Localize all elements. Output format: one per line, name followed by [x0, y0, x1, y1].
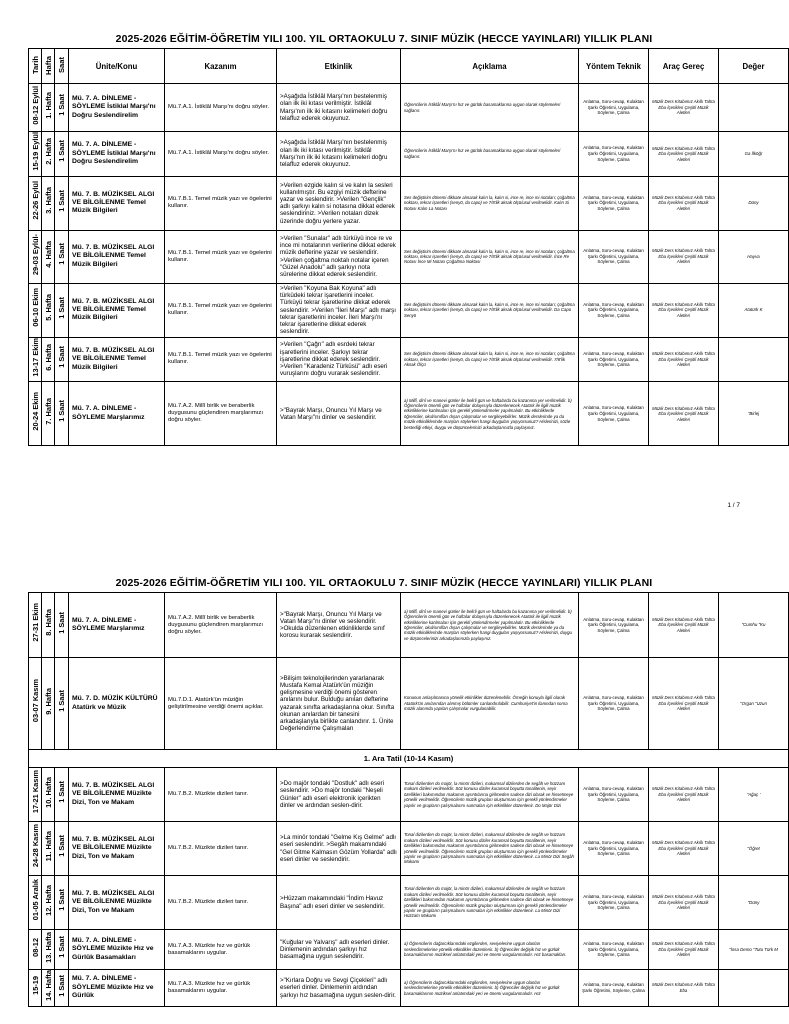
cell-saat-text: 1 Saat — [57, 781, 66, 803]
cell-kazanim: Mü.7.A.3. Müzikte hız ve gürlük basamaklarını uygular. — [165, 970, 277, 1007]
cell-yontem: Anlatma, Soru-cevap, Kulaktan Şarkı Öğretimi, Uygulama, Söyleme, Çalma — [579, 84, 649, 132]
cell-yontem: Anlatma, Soru-cevap, Kulaktan Şarkı Öğretimi, Uygulama, Söyleme, Çalma — [579, 230, 649, 283]
cell-arac: Müzik Ders Kitabımız Akıllı Tahta Eba İçerikleri Çeşitli Müzik Aletleri — [649, 337, 719, 382]
cell-yontem: Anlatma, Soru-cevap, Kulaktan Şarkı Öğretimi, Uygulama, Söyleme, Çalma — [579, 382, 649, 446]
cell-hafta — [42, 132, 55, 177]
cell-deger: "Düny — [719, 876, 789, 930]
cell-tarih — [29, 822, 42, 876]
cell-saat — [55, 876, 69, 930]
cell-hafta-text: 12. Hafta — [43, 884, 53, 916]
cell-hafta-text: 2. Hafta — [43, 137, 53, 165]
cell-yontem: Anlatma, Soru-cevap, Kulaktan Şarkı Öğretimi, Uygulama, Söyleme, Çalma — [579, 593, 649, 658]
cell-saat — [55, 132, 69, 177]
page-number: 1 / 7 — [727, 502, 740, 509]
cell-deger: Ga İlköğr — [719, 132, 789, 177]
header-yontem: Yöntem Teknik — [579, 49, 649, 84]
cell-yontem: Anlatma, Soru-cevap, Kulaktan Şarkı Öğretimi, Uygulama, Söyleme, Çalma — [579, 930, 649, 970]
cell-hafta-text: 8. Hafta — [43, 609, 53, 636]
cell-deger: "Ağaç ' — [719, 768, 789, 822]
cell-tarih-text: 17-21 Kasım — [30, 770, 40, 814]
cell-etkinlik: >Verilen ezgide kalın si ve kalın la sesleri kullanılmıştır. Bu ezgiyi müzik defterine yazar ve seslendirir. >Verilen "Gençlik" adlı şarkıyı kalın si notasına dikkat ederek seslendiriniz. >Verilen notaları dizek üzerinde doğru yerlere yazar. — [277, 176, 401, 230]
cell-etkinlik: >"Kırlara Doğru ve Sevgi Çiçekleri" adlı eserleri dinler. Dinlemenin ardından şarkıyı hız basamağına uygun seslen-dirir. — [277, 970, 401, 1007]
cell-saat-text: 1 Saat — [57, 611, 66, 634]
cell-etkinlik: >Aşağıda İstiklâl Marşı'nın bestelenmiş olan ilk iki kıtası verilmiştir. İstiklâl Marşı'nın ilk iki kıtasını kelimeleri doğru telaffuz ederek okuyunuz. — [277, 132, 401, 177]
cell-unite: Mü. 7. A. DİNLEME - SÖYLEME Müzikte Hız ve Gürlük Basamakları — [69, 930, 165, 970]
cell-arac: Müzik Ders Kitabımız Akıllı Tahta Eba İçerikleri Çeşitli Müzik Aletleri — [649, 658, 719, 750]
cell-hafta — [42, 283, 55, 337]
cell-unite: Mü. 7. D. MÜZİK KÜLTÜRÜ Atatürk ve Müzik — [69, 658, 165, 750]
cell-aciklama: Öğrencilerin İstiklâl Marşı'nı hız ve gürlük basamaklarına uygun olarak söylemeleri sağlanır. — [401, 132, 579, 177]
plan-table-2 — [28, 592, 789, 1007]
cell-tarih — [29, 382, 42, 446]
cell-saat — [55, 970, 69, 1007]
cell-unite: Mü. 7. B. MÜZİKSEL ALGI VE BİLGİLENME Temel Müzik Bilgileri — [69, 283, 165, 337]
cell-aciklama: Öğrencilerin İstiklâl Marşı'nı hız ve gürlük basamaklarına uygun olarak söylemeleri sağlanır. — [401, 84, 579, 132]
cell-kazanim: Mü.7.A.2. Millî birlik ve beraberlik duygusunu güçlendiren marşlarımızı doğru söyler. — [165, 593, 277, 658]
table-row — [29, 822, 789, 876]
cell-aciklama: Ses değiştirim dönemi dikkate alınarak kalın la, kalın si, ince re, ince mi notaları; çoğaltma noktası, tekrar işaretleri (senyö, da capo) ve 7/8'lik aksak ölçü/usul verilmelidir. 7/8'lik Aksak Ölçü — [401, 337, 579, 382]
cell-unite: Mü. 7. A. DİNLEME - SÖYLEME İstiklal Marşı'nı Doğru Seslendirelim — [69, 84, 165, 132]
cell-hafta — [42, 230, 55, 283]
cell-hafta-text: 9. Hafta — [43, 687, 53, 715]
cell-deger: "Cumhu "Ku — [719, 593, 789, 658]
cell-etkinlik: >Aşağıda İstiklâl Marşı'nın bestelenmiş olan ilk iki kıtası verilmiştir. İstiklâl Marşı'nın ilk iki kıtasını kelimeleri doğru telaffuz ederek okuyunuz. — [277, 84, 401, 132]
cell-kazanim: Mü.7.B.1. Temel müzik yazı ve ögelerini kullanır. — [165, 337, 277, 382]
cell-etkinlik: >Verilen "Koyuna Bak Koyuna" adlı türküdeki tekrar işaretlerini inceler. Türküyü tekrar işaretlerine dikkat ederek seslendirir. >Verilen "İleri Marşı" adlı marşı tekrar işaretlerini inceler. İleri Marşı'nı tekrar işaretlerine dikkat ederek seslendirir. — [277, 283, 401, 337]
cell-yontem: Anlatma, Soru-cevap, Kulaktan Şarkı Öğretimi, Uygulama, Söyleme, Çalma — [579, 132, 649, 177]
cell-arac: Müzik Ders Kitabımız Akıllı Tahta Eba İçerikleri Çeşitli Müzik Aletleri — [649, 768, 719, 822]
break-label: 1. Ara Tatil (10-14 Kasım) — [29, 750, 789, 768]
cell-unite: Mü. 7. A. DİNLEME - SÖYLEME Marşlarımız — [69, 593, 165, 658]
cell-unite: Mü. 7. A. DİNLEME - SÖYLEME Müzikte Hız ve Gürlük — [69, 970, 165, 1007]
cell-aciklama: Konunun anlaşılmasına yönelik etkinlikler düzenlenebilir. Örneğin konuyla ilgili olarak Atatürk'ün anılarından alınmış bölümler canlandırılabilir. Cumhuriyet'in ilanından sonra müzik alanında yapılan çalışmalar vurgulanabilir. — [401, 658, 579, 750]
cell-yontem: Anlatma, Soru-cevap, Kulaktan Şarkı Öğretimi, Uygulama, Söyleme, Çalma — [579, 176, 649, 230]
cell-arac: Müzik Ders Kitabımız Akıllı Tahta Eba İçerikleri Çeşitli Müzik Aletleri — [649, 930, 719, 970]
table-row — [29, 382, 789, 446]
cell-saat — [55, 337, 69, 382]
cell-tarih-text: 08-12 Eylül — [30, 85, 40, 125]
cell-etkinlik: >Do majör tondaki "Dostluk" adlı eseri seslendirir. >Do majör tondaki "Neşeli Günler" adlı eseri elektronik içerikten dinler ve ardından seslen-dirir. — [277, 768, 401, 822]
cell-hafta — [42, 84, 55, 132]
cell-tarih — [29, 593, 42, 658]
cell-hafta — [42, 876, 55, 930]
cell-tarih — [29, 876, 42, 930]
cell-tarih-text: 27-31 Ekim — [30, 603, 40, 642]
cell-hafta-text: 1. Hafta — [43, 91, 53, 119]
cell-aciklama: a) Millî, dinî ve manevi günler ile belirli gün ve haftalarda bu kazanıma yer verilmelidir. b) Öğrencilerin önemli gün ve haftalar dolayısıyla düzenlenecek Atatürk ile ilgili müzik etkinliklerine katılmaları için gerekli yönlendirmeler yapılmalıdır. Bu etkinliklerde öğrenciler, okul/sınıfları dışarı çalışmalar ve sergileyebilirler. Müzik derslerinde ya da müzik etkinliklerinde marşları söylerken hangi duyguları yaşıyorsunuz? Hislerinizi, duygu ve düşüncelerinizi arkadaşlarınızla paylaşınız. — [401, 593, 579, 658]
cell-kazanim: Mü.7.B.2. Müzikte dizileri tanır. — [165, 768, 277, 822]
cell-saat-text: 1 Saat — [57, 140, 66, 163]
cell-aciklama: Tonal dizilerden do majör, la minör dizileri, makamsal dizilerden de segâh ve hüzzam makam dizileri verilmelidir. Söz konusu diziler kuramsal boyutta tonalitenin, seyir özellikleri bakımından makamın ayrıntılarına girilmeden sadece dizi olarak ve hissetmeye yönelik verilmelidir. Öğrencilerin müzik grupları oluşturması için gerekli yönlendirmeler yapılır ve grupların çalışmalarını sunmaları için etkinlikler düzenlenir. Do Majör Dizi — [401, 768, 579, 822]
cell-saat — [55, 176, 69, 230]
cell-etkinlik: >"Bayrak Marşı, Onuncu Yıl Marşı ve Vatan Marşı"nı dinler ve seslendirir. >Okulda düzenlenen etkinliklerde sınıf korosu kurarak seslendirir. — [277, 593, 401, 658]
table-header-row — [29, 49, 789, 84]
cell-unite: Mü. 7. B. MÜZİKSEL ALGI VE BİLGİLENME Müzikte Dizi, Ton ve Makam — [69, 876, 165, 930]
cell-kazanim: Mü.7.A.1. İstiklâl Marşı'nı doğru söyler. — [165, 132, 277, 177]
cell-saat-text: 1 Saat — [57, 690, 66, 712]
table-row — [29, 176, 789, 230]
cell-unite: Mü. 7. B. MÜZİKSEL ALGI VE BİLGİLENME Temel Müzik Bilgileri — [69, 230, 165, 283]
cell-kazanim: Mü.7.A.1. İstiklâl Marşı'nı doğru söyler. — [165, 84, 277, 132]
cell-saat-text: 1 Saat — [57, 974, 66, 997]
cell-etkinlik: "Kuğular ve Yalvarış" adlı eserleri dinler. Dinlemenin ardından şarkıyı hız basamağına uygun seslendirir. — [277, 930, 401, 970]
cell-unite: Mü. 7. A. DİNLEME - SÖYLEME İstiklal Marşı'nı Doğru Seslendirelim — [69, 132, 165, 177]
header-tarih: Tarih — [29, 49, 42, 84]
cell-tarih-text: 15-19 — [30, 975, 40, 995]
cell-hafta-text: 11. Hafta — [43, 830, 53, 862]
cell-tarih — [29, 230, 42, 283]
cell-aciklama: Ses değiştirim dönemi dikkate alınarak kalın la, kalın si, ince re, ince mi notaları; çoğaltma noktası, tekrar işaretleri (senyö, da capo) ve 7/8'lik aksak ölçü/usul verilmelidir. İnce Re Notası İnce Mi Notası Çoğaltma Noktası — [401, 230, 579, 283]
cell-kazanim: Mü.7.A.2. Millî birlik ve beraberlik duygusunu güçlendiren marşlarımızı doğru söyler. — [165, 382, 277, 446]
cell-tarih — [29, 132, 42, 177]
cell-yontem: Anlatma, Soru-cevap, Kulaktan Şarkı Öğretimi, Uygulama, Söyleme, Çalma — [579, 876, 649, 930]
cell-tarih-text: 03-07 Kasım — [30, 679, 40, 723]
table-row — [29, 930, 789, 970]
cell-tarih-text: 29-03 Eylül- — [30, 233, 40, 275]
cell-aciklama: a) Öğrencilerin dağarcıklarındaki ezgilerden, seviyelerine uygun olanları seslendirmelerine yönelik etkinlikler düzenlenir. b) Öğrenciler değişik hız ve gürlük basamaklarının müziksel anlatımdaki yeri ve önemi vurgulanmalıdır. Hız — [401, 970, 579, 1007]
cell-hafta — [42, 593, 55, 658]
cell-hafta-text: 6. Hafta — [43, 343, 53, 371]
cell-tarih-text: 13-17 Ekim — [30, 337, 40, 377]
cell-yontem: Anlatma, Soru-cevap, Kulaktan Şarkı Öğretimi, Uygulama, Söyleme, Çalma — [579, 283, 649, 337]
header-unite: Ünite/Konu — [69, 49, 165, 84]
cell-arac: Müzik Ders Kitabımız Akıllı Tahta Eba İçerikleri Çeşitli Müzik Aletleri — [649, 876, 719, 930]
table-row — [29, 876, 789, 930]
header-aciklama: Açıklama — [401, 49, 579, 84]
cell-yontem: Anlatma, Soru-cevap, Kulaktan Şarkı Öğretimi, Uygulama, Söyleme, Çalma — [579, 337, 649, 382]
cell-saat-text: 1 Saat — [57, 189, 66, 212]
cell-deger: "İnsa Demo "Tutu Türk M — [719, 930, 789, 970]
cell-saat — [55, 84, 69, 132]
cell-tarih-text: 08-12 — [30, 937, 40, 957]
cell-deger: "Organ "Uzun — [719, 658, 789, 750]
cell-saat — [55, 930, 69, 970]
cell-arac: Müzik Ders Kitabımız Akıllı Tahta Eba İçerikleri Çeşitli Müzik Aletleri — [649, 176, 719, 230]
cell-hafta-text: 7. Hafta — [43, 397, 53, 425]
cell-kazanim: Mü.7.A.3. Müzikte hız ve gürlük basamaklarını uygular. — [165, 930, 277, 970]
header-etkinlik: Etkinlik — [277, 49, 401, 84]
cell-tarih-text: 20-24 Ekim — [30, 391, 40, 431]
cell-tarih-text: 22-26 Eylül — [30, 181, 40, 220]
cell-aciklama: Ses değiştirim dönemi dikkate alınarak kalın la, kalın si, ince re, ince mi notaları; çoğaltma noktası, tekrar işaretleri (senyö, da capo) ve 7/8'lik aksak ölçü/usul verilmelidir. Kalın Si Notası Kalın La Notası — [401, 176, 579, 230]
cell-tarih — [29, 658, 42, 750]
cell-aciklama: a) Millî, dinî ve manevi günler ile belirli gün ve haftalarda bu kazanıma yer verilmelidir. b) Öğrencilerin önemli gün ve haftalar dolayısıyla düzenlenecek Atatürk ile ilgili müzik etkinliklerine katılmaları için gerekli yönlendirmeler yapılmalıdır. Bu etkinliklerde öğrenciler, okul/sınıfları dışarı çalışmalar ve sergileyebilirler. Müzik derslerinde ya da müzik etkinliklerinde marşları söylerken hangi duyguları yaşıyorsunuz? Hislerinizi, sözle bestediği etkiyi, duygu ve düşüncelerinizi arkadaşlarınızla paylaşınız. — [401, 382, 579, 446]
cell-unite: Mü. 7. B. MÜZİKSEL ALGI VE BİLGİLENME Temel Müzik Bilgileri — [69, 176, 165, 230]
table-row — [29, 593, 789, 658]
cell-arac: Müzik Ders Kitabımız Akıllı Tahta Eba — [649, 970, 719, 1007]
cell-deger: Atatürk K — [719, 283, 789, 337]
plan-table-body-1 — [29, 84, 789, 446]
cell-kazanim: Mü.7.B.1. Temel müzik yazı ve ögelerini kullanır. — [165, 283, 277, 337]
plan-table — [28, 48, 789, 446]
cell-saat-text: 1 Saat — [57, 296, 66, 319]
cell-etkinlik: >Hüzzam makamındaki "İndim Havuz Başına" adlı eseri dinler ve seslendirir. — [277, 876, 401, 930]
cell-tarih — [29, 337, 42, 382]
cell-hafta — [42, 930, 55, 970]
cell-tarih — [29, 970, 42, 1007]
cell-hafta-text: 5. Hafta — [43, 294, 53, 321]
cell-deger — [719, 337, 789, 382]
cell-aciklama: Tonal dizilerden do majör, la minör dizileri, makamsal dizilerden de segâh ve hüzzam makam dizileri verilmelidir. Söz konusu diziler kuramsal boyutta tonalitenin, seyir özellikleri bakımından makamın ayrıntılarına girilmeden sadece dizi olarak ve hissetmeye yönelik verilmelidir. Öğrencilerin müzik grupları oluşturması için gerekli yönlendirmeler yapılır ve grupların çalışmalarını sunmaları için etkinlikler düzenlenir. La Minör Dizi Hüzzam Makamı — [401, 876, 579, 930]
cell-saat-text: 1 Saat — [57, 889, 66, 911]
cell-hafta — [42, 382, 55, 446]
cell-deger: Düny — [719, 176, 789, 230]
cell-hafta-text: 3. Hafta — [43, 187, 53, 214]
cell-aciklama: a) Öğrencilerin dağarcıklarındaki ezgilerden, seviyelerine uygun olanları seslendirmelerine yönelik etkinlikler düzenlenir. b) Öğrenciler değişik hız ve gürlük basamaklarının müziksel anlatımdaki yeri ve önemi vurgulanmalıdır. Hız basamakları. — [401, 930, 579, 970]
header-saat: Saat — [55, 49, 69, 84]
cell-hafta — [42, 176, 55, 230]
cell-tarih — [29, 283, 42, 337]
cell-tarih-text: 15-19 Eylül — [30, 132, 40, 171]
cell-etkinlik: >Verilen "Sunalar" adlı türküyü ince re ve ince mi notalarının verilerine dikkat ederek müzik defterine yazar ve seslendirir. >Verilen çoğaltma noktalı notalar içeren "Güzel Anadolu" adlı şarkıyı nota sürelerine dikkat ederek seslendirir. — [277, 230, 401, 283]
cell-yontem: Anlatma, Soru-cevap, Kulaktan Şarkı Öğretimi, Uygulama, Söyleme, Çalma — [579, 822, 649, 876]
cell-kazanim: Mü.7.B.2. Müzikte dizileri tanır. — [165, 822, 277, 876]
table-row — [29, 230, 789, 283]
cell-etkinlik: >"Bayrak Marşı, Onuncu Yıl Marşı ve Vatan Marşı"nı dinler ve seslendirir. — [277, 382, 401, 446]
cell-kazanim: Mü.7.B.1. Temel müzik yazı ve ögelerini kullanır. — [165, 176, 277, 230]
cell-unite: Mü. 7. B. MÜZİKSEL ALGI VE BİLGİLENME Temel Müzik Bilgileri — [69, 337, 165, 382]
cell-etkinlik: >Bilişim teknolojilerinden yararlanarak Mustafa Kemal Atatürk'ün müziğin gelişmesine verdiği önemi gösteren anılarını bulur. Bulduğu anıları defterine yazarak sınıfta arkadaşlarına okur. Sınıfta okunan anılardan bir tanesini arkadaşlarıyla birlikte canlandırır. 1. Ünite Değerlendirme Çalışmaları — [277, 658, 401, 750]
cell-saat — [55, 658, 69, 750]
cell-kazanim: Mü.7.B.1. Temel müzik yazı ve ögelerini kullanır. — [165, 230, 277, 283]
cell-saat-text: 1 Saat — [57, 243, 66, 266]
header-kazanim: Kazanım — [165, 49, 277, 84]
cell-deger: "Birlej — [719, 382, 789, 446]
cell-tarih-text: 24-28 Kasım — [30, 824, 40, 868]
break-row — [29, 750, 789, 768]
table-row — [29, 768, 789, 822]
cell-etkinlik: >Verilen "Çağrı" adlı esrdeki tekrar işaretlerini inceler. Şarkıyı tekrar işaretlerine dikkat ederek seslendirir. >Verilen "Karadeniz Türküsü" adlı eseri vuruşlarını doğru vurarak seslendirir. — [277, 337, 401, 382]
header-deger: Değer — [719, 49, 789, 84]
cell-aciklama: Tonal dizilerden do majör, la minör dizileri, makamsal dizilerden de segâh ve hüzzam makam dizileri verilmelidir. Söz konusu diziler kuramsal boyutta tonalitenin, seyir özellikleri bakımından makamın ayrıntılarına girilmeden sadece dizi olarak ve hissetmeye yönelik verilmelidir. Öğrencilerin müzik grupları oluşturması için gerekli yönlendirmeler yapılır ve grupların çalışmalarını sunmaları için etkinlikler düzenlenir. La Minör Dizi Segâh Makamı — [401, 822, 579, 876]
cell-hafta — [42, 970, 55, 1007]
cell-saat-text: 1 Saat — [57, 94, 66, 116]
cell-tarih — [29, 768, 42, 822]
cell-saat-text: 1 Saat — [57, 346, 66, 368]
plan-table-body-2b — [29, 768, 789, 1007]
cell-tarih-text: 01-05 Aralık — [30, 879, 40, 921]
cell-etkinlik: >La minör tondaki "Gelme Kış Gelme" adlı eseri seslendirir. >Segâh makamındaki "Gel Gitme Kalmasın Gözüm Yollarda" adlı eseri dinler ve seslendirir. — [277, 822, 401, 876]
cell-unite: Mü. 7. A. DİNLEME - SÖYLEME Marşlarımız — [69, 382, 165, 446]
cell-tarih-text: 06-10 Ekim — [30, 288, 40, 327]
cell-hafta — [42, 337, 55, 382]
cell-tarih — [29, 930, 42, 970]
cell-kazanim: Mü.7.B.2. Müzikte dizileri tanır. — [165, 876, 277, 930]
cell-arac: Müzik Ders Kitabımız Akıllı Tahta Eba İçerikleri Çeşitli Müzik Aletleri — [649, 822, 719, 876]
cell-saat — [55, 593, 69, 658]
cell-deger: Hayva — [719, 230, 789, 283]
cell-unite: Mü. 7. B. MÜZİKSEL ALGI VE BİLGİLENME Müzikte Dizi, Ton ve Makam — [69, 822, 165, 876]
page-title-2: 2025-2026 EĞİTİM-ÖĞRETİM YILI 100. YIL ORTAOKULU 7. SINIF MÜZİK (HECCE YAYINLARI) YILLIK PLANI — [115, 577, 653, 589]
cell-saat — [55, 822, 69, 876]
cell-arac: Müzik Ders Kitabımız Akıllı Tahta Eba İçerikleri Çeşitli Müzik Aletleri — [649, 230, 719, 283]
header-hafta: Hafta — [42, 49, 55, 84]
cell-saat — [55, 283, 69, 337]
cell-arac: Müzik Ders Kitabımız Akıllı Tahta Eba İçerikleri Çeşitli Müzik Aletleri — [649, 84, 719, 132]
table-row — [29, 337, 789, 382]
break-row-group — [29, 750, 789, 768]
cell-saat — [55, 768, 69, 822]
cell-hafta — [42, 822, 55, 876]
cell-tarih — [29, 84, 42, 132]
cell-hafta — [42, 658, 55, 750]
table-row — [29, 283, 789, 337]
page-title: 2025-2026 EĞİTİM-ÖĞRETİM YILI 100. YIL ORTAOKULU 7. SINIF MÜZİK (HECCE YAYINLARI) YILLIK PLANI — [115, 33, 653, 45]
cell-saat-text: 1 Saat — [57, 936, 66, 958]
cell-saat — [55, 230, 69, 283]
cell-hafta-text: 10. Hafta — [43, 776, 53, 808]
table-row — [29, 132, 789, 177]
cell-hafta — [42, 768, 55, 822]
cell-saat-text: 1 Saat — [57, 400, 66, 423]
cell-arac: Müzik Ders Kitabımız Akıllı Tahta Eba İçerikleri Çeşitli Müzik Aletleri — [649, 593, 719, 658]
cell-aciklama: Ses değiştirim dönemi dikkate alınarak kalın la, kalın si, ince re, ince mi notaları; çoğaltma noktası, tekrar işaretleri (senyö, da capo) ve 7/8'lik aksak ölçü/usul verilmelidir. Da Capo Senyö — [401, 283, 579, 337]
cell-hafta-text: 13. Hafta — [43, 931, 53, 963]
cell-deger — [719, 84, 789, 132]
cell-unite: Mü. 7. B. MÜZİKSEL ALGI VE BİLGİLENME Müzikte Dizi, Ton ve Makam — [69, 768, 165, 822]
cell-deger: "Öğret — [719, 822, 789, 876]
table-row — [29, 658, 789, 750]
cell-deger — [719, 970, 789, 1007]
cell-yontem: Anlatma, Soru-cevap, Kulaktan Şarkı Öğretimi, Uygulama, Söyleme, Çalma — [579, 658, 649, 750]
cell-saat-text: 1 Saat — [57, 835, 66, 857]
cell-kazanim: Mü.7.D.1. Atatürk'ün müziğin geliştirilmesine verdiği önemi açıklar. — [165, 658, 277, 750]
cell-hafta-text: 4. Hafta — [43, 240, 53, 268]
cell-saat — [55, 382, 69, 446]
table-row — [29, 84, 789, 132]
plan-table-body-2a — [29, 593, 789, 750]
table-row — [29, 970, 789, 1007]
cell-yontem: Anlatma, Soru-cevap, Kulaktan Şarkı Öğretimi, Uygulama, Söyleme, Çalma — [579, 768, 649, 822]
cell-yontem: Anlatma, Soru-cevap, Kulaktan Şarkı Öğretimi, Söyleme, Çalma — [579, 970, 649, 1007]
cell-arac: Müzik Ders Kitabımız Akıllı Tahta Eba İçerikleri Çeşitli Müzik Aletleri — [649, 283, 719, 337]
cell-arac: Müzik Ders Kitabımız Akıllı Tahta Eba İçerikleri Çeşitli Müzik Aletleri — [649, 382, 719, 446]
cell-hafta-text: 14. Hafta — [43, 970, 53, 1001]
header-arac: Araç Gereç — [649, 49, 719, 84]
cell-tarih — [29, 176, 42, 230]
cell-arac: Müzik Ders Kitabımız Akıllı Tahta Eba İçerikleri Çeşitli Müzik Aletleri — [649, 132, 719, 177]
